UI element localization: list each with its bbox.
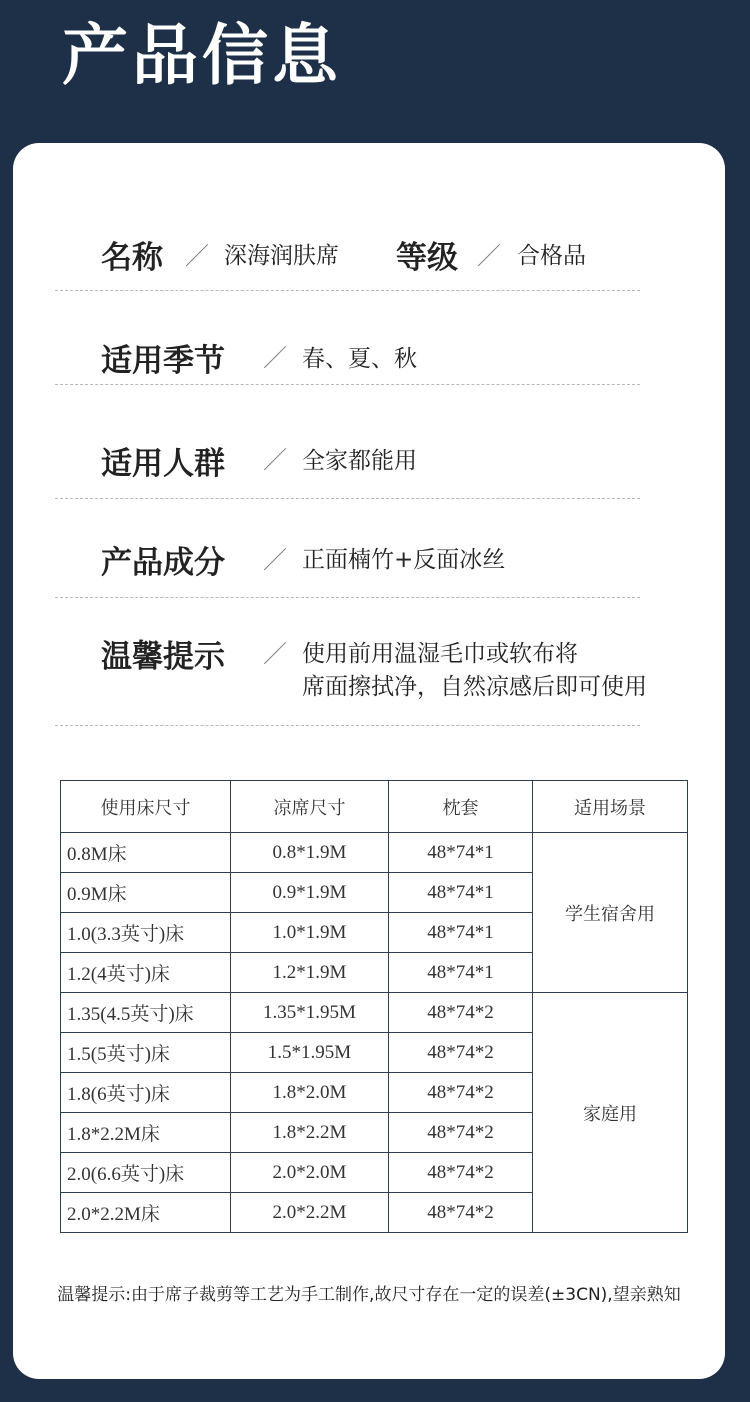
table-row (61, 833, 688, 873)
cell-bed-size: 2.0(6.6英寸)床 (61, 1153, 231, 1193)
cell-pillowcase: 48*74*2 (389, 1113, 533, 1153)
cell-mat-size: 2.0*2.2M (231, 1193, 389, 1233)
cell-mat-size: 1.5*1.95M (231, 1033, 389, 1073)
separator-slash: ／ (477, 242, 501, 270)
cell-mat-size: 1.8*2.2M (231, 1113, 389, 1153)
separator-slash: ／ (263, 640, 287, 668)
size-table (60, 780, 688, 1233)
header-scene: 适用场景 (533, 781, 688, 833)
separator-slash: ／ (263, 546, 287, 574)
header-bed-size: 使用床尺寸 (61, 781, 231, 833)
tip-line-1: 使用前用温湿毛巾或软布将 (302, 641, 578, 667)
cell-pillowcase: 48*74*2 (389, 1073, 533, 1113)
cell-pillowcase: 48*74*1 (389, 913, 533, 953)
season-value: 春、夏、秋 (302, 346, 417, 372)
header-pillowcase: 枕套 (389, 781, 533, 833)
table-row (61, 993, 688, 1033)
cell-mat-size: 0.9*1.9M (231, 873, 389, 913)
cell-pillowcase: 48*74*2 (389, 993, 533, 1033)
crowd-value: 全家都能用 (302, 448, 417, 474)
separator-slash: ／ (185, 242, 209, 270)
cell-bed-size: 2.0*2.2M床 (61, 1193, 231, 1233)
cell-pillowcase: 48*74*2 (389, 1033, 533, 1073)
cell-mat-size: 1.35*1.95M (231, 993, 389, 1033)
cell-bed-size: 1.5(5英寸)床 (61, 1033, 231, 1073)
crowd-label: 适用人群 (101, 446, 225, 482)
material-value: 正面楠竹+反面冰丝 (302, 547, 506, 573)
cell-bed-size: 1.0(3.3英寸)床 (61, 913, 231, 953)
cell-bed-size: 1.35(4.5英寸)床 (61, 993, 231, 1033)
tip-label: 温馨提示 (101, 639, 225, 675)
cell-pillowcase: 48*74*2 (389, 1153, 533, 1193)
cell-mat-size: 0.8*1.9M (231, 833, 389, 873)
table-header-row (61, 781, 688, 833)
cell-scene-student: 学生宿舍用 (533, 833, 688, 993)
size-tolerance-notice: 温馨提示:由于席子裁剪等工艺为手工制作,故尺寸存在一定的误差(±3CN),望亲熟知 (57, 1285, 681, 1305)
cell-bed-size: 1.8(6英寸)床 (61, 1073, 231, 1113)
cell-scene-home: 家庭用 (533, 993, 688, 1233)
header-mat-size: 凉席尺寸 (231, 781, 389, 833)
cell-pillowcase: 48*74*1 (389, 873, 533, 913)
cell-pillowcase: 48*74*1 (389, 833, 533, 873)
cell-bed-size: 0.9M床 (61, 873, 231, 913)
material-label: 产品成分 (101, 545, 225, 581)
cell-bed-size: 1.8*2.2M床 (61, 1113, 231, 1153)
cell-bed-size: 0.8M床 (61, 833, 231, 873)
page-title: 产品信息 (62, 17, 342, 94)
separator-slash: ／ (263, 344, 287, 372)
tip-line-2: 席面擦拭净，自然凉感后即可使用 (302, 674, 647, 700)
grade-value: 合格品 (517, 243, 586, 269)
separator-slash: ／ (263, 446, 287, 474)
name-value: 深海润肤席 (224, 243, 339, 269)
name-label: 名称 (101, 240, 163, 276)
cell-bed-size: 1.2(4英寸)床 (61, 953, 231, 993)
cell-mat-size: 2.0*2.0M (231, 1153, 389, 1193)
product-info-card (13, 143, 725, 1379)
cell-mat-size: 1.2*1.9M (231, 953, 389, 993)
cell-pillowcase: 48*74*2 (389, 1193, 533, 1233)
grade-label: 等级 (396, 240, 458, 276)
cell-mat-size: 1.0*1.9M (231, 913, 389, 953)
cell-pillowcase: 48*74*1 (389, 953, 533, 993)
cell-mat-size: 1.8*2.0M (231, 1073, 389, 1113)
season-label: 适用季节 (101, 343, 225, 379)
